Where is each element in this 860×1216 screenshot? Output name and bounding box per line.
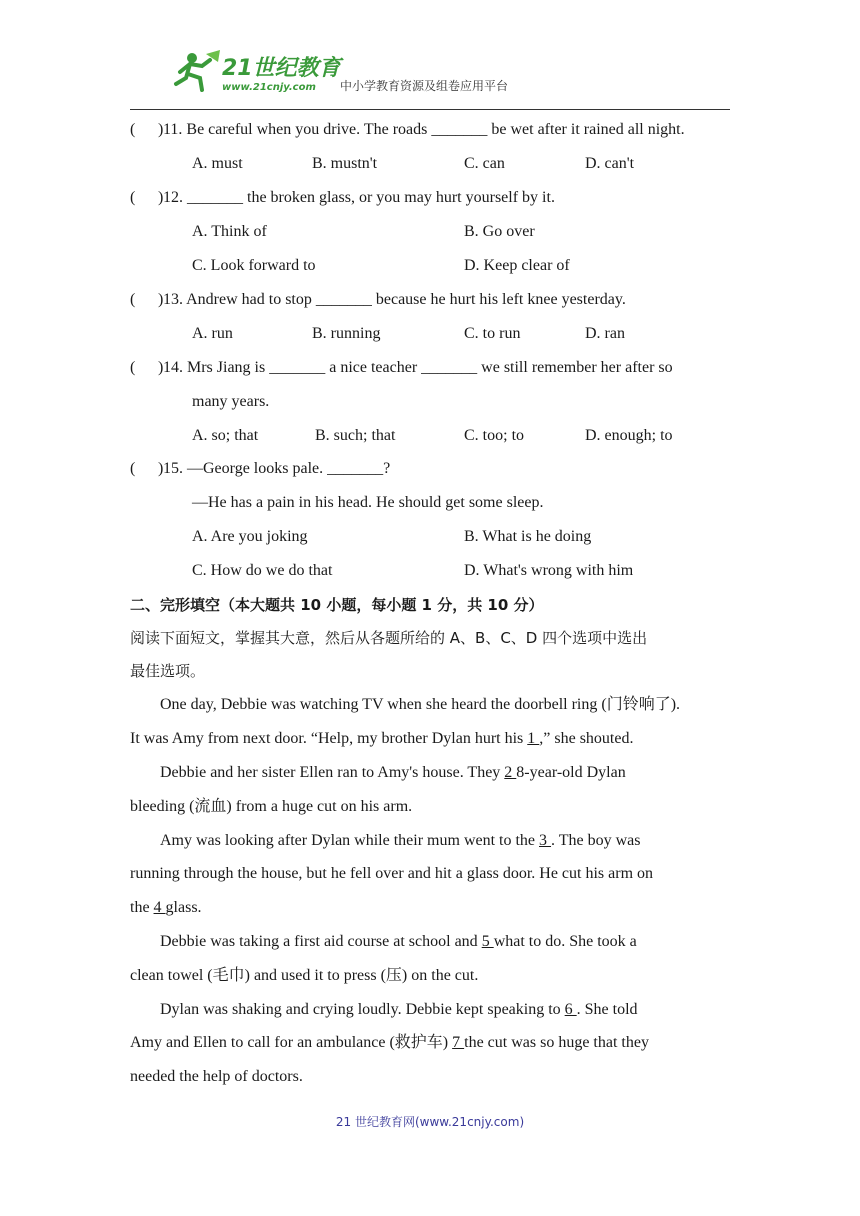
question-13-option-d: D. ran	[585, 325, 625, 342]
question-15-paren: (	[130, 460, 136, 477]
logo-title: 21世纪教育	[222, 56, 341, 81]
passage-line-6: running through the house, but he fell over and hit a glass door. He cut his arm on	[130, 865, 654, 882]
question-14-stem-cont: many years.	[192, 393, 270, 410]
question-15-stem-cont: —He has a pain in his head. He should get some sleep.	[192, 494, 544, 511]
question-12-paren: (	[130, 189, 136, 206]
question-11-option-c: C. can	[464, 155, 505, 172]
question-13-option-c: C. to run	[464, 325, 521, 342]
passage-line-2: It was Amy from next door. “Help, my brother Dylan hurt his 1 ,” she shouted.	[130, 730, 634, 747]
question-15-paren-close: )	[158, 460, 164, 477]
blank-4: 4	[153, 899, 166, 916]
question-15-option-c: C. How do we do that	[192, 562, 333, 579]
passage-line-4: bleeding (流血) from a huge cut on his arm.	[130, 798, 413, 815]
question-14-option-c: C. too; to	[464, 427, 525, 444]
question-15-option-a: A. Are you joking	[192, 528, 308, 545]
question-11-paren-close: )	[158, 121, 164, 138]
question-11-stem: 11. Be careful when you drive. The roads _______ be wet after it rained all night.	[163, 121, 685, 138]
page-footer[interactable]: 21 世纪教育网(www.21cnjy.com)	[335, 1115, 525, 1129]
question-14-paren: (	[130, 359, 136, 376]
question-14-option-b: B. such; that	[315, 427, 396, 444]
question-12-paren-close: )	[158, 189, 164, 206]
passage-line-11: Amy and Ellen to call for an ambulance (救护车) 7 the cut was so huge that they	[130, 1034, 649, 1051]
blank-1: 1	[527, 730, 540, 747]
blank-2: 2	[504, 764, 517, 781]
passage-line-9: clean towel (毛巾) and used it to press (压) on the cut.	[130, 967, 479, 984]
question-13-paren-close: )	[158, 291, 164, 308]
question-14-stem: 14. Mrs Jiang is _______ a nice teacher _______ we still remember her after so	[163, 359, 673, 376]
blank-5: 5	[481, 933, 494, 950]
header-divider	[130, 109, 730, 110]
question-14-option-d: D. enough; to	[585, 427, 673, 444]
question-11-option-b: B. mustn't	[312, 155, 378, 172]
question-11-option-d: D. can't	[585, 155, 635, 172]
passage-line-12: needed the help of doctors.	[130, 1068, 303, 1085]
passage-line-8: Debbie was taking a first aid course at school and 5 what to do. She took a	[160, 933, 637, 950]
header-subtitle: 中小学教育资源及组卷应用平台	[340, 79, 509, 93]
passage-line-5: Amy was looking after Dylan while their mum went to the 3 . The boy was	[160, 832, 641, 849]
section-2-title: 二、完形填空（本大题共 10 小题，每小题 1 分，共 10 分）	[130, 596, 544, 614]
logo-url: www.21cnjy.com	[222, 82, 316, 93]
question-14-option-a: A. so; that	[192, 427, 259, 444]
question-13-paren: (	[130, 291, 136, 308]
blank-7: 7	[452, 1034, 465, 1051]
blank-3: 3	[539, 832, 552, 849]
question-12-option-a: A. Think of	[192, 223, 267, 240]
question-12-option-b: B. Go over	[464, 223, 535, 240]
question-15-stem: 15. —George looks pale. _______?	[163, 460, 391, 477]
blank-6: 6	[564, 1001, 577, 1018]
question-15-option-b: B. What is he doing	[464, 528, 592, 545]
question-15-option-d: D. What's wrong with him	[464, 562, 634, 579]
question-11-paren: (	[130, 121, 136, 138]
question-12-option-d: D. Keep clear of	[464, 257, 570, 274]
question-13-option-b: B. running	[312, 325, 381, 342]
passage-line-3: Debbie and her sister Ellen ran to Amy's house. They 2 8-year-old Dylan	[160, 764, 626, 781]
question-12-stem: 12. _______ the broken glass, or you may hurt yourself by it.	[163, 189, 555, 206]
section-2-instruction-1: 阅读下面短文，掌握其大意，然后从各题所给的 A、B、C、D 四个选项中选出	[130, 629, 648, 647]
passage-line-7: the 4 glass.	[130, 899, 202, 916]
question-13-stem: 13. Andrew had to stop _______ because he hurt his left knee yesterday.	[163, 291, 626, 308]
question-11-option-a: A. must	[192, 155, 243, 172]
passage-line-10: Dylan was shaking and crying loudly. Debbie kept speaking to 6 . She told	[160, 1001, 638, 1018]
passage-line-1: One day, Debbie was watching TV when she heard the doorbell ring (门铃响了).	[160, 696, 681, 713]
question-14-paren-close: )	[158, 359, 164, 376]
question-13-option-a: A. run	[192, 325, 233, 342]
section-2-instruction-2: 最佳选项。	[130, 662, 206, 680]
question-12-option-c: C. Look forward to	[192, 257, 316, 274]
